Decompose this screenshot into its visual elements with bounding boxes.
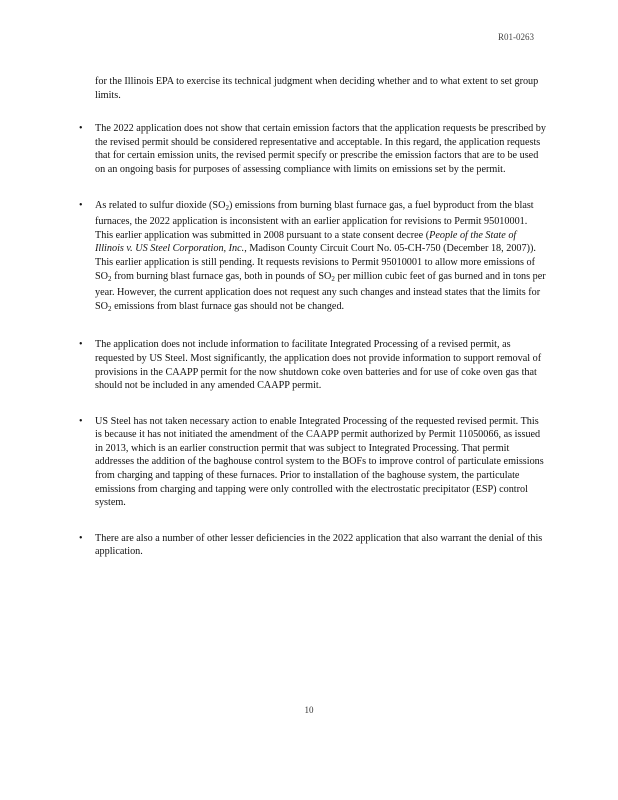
subscript-text: 2	[108, 304, 112, 313]
bullet-marker: •	[79, 532, 83, 544]
bullet-text: per million cubic feet of gas burned and in tons per year. However, the current application does not request any such changes and instead states that the limits for SO	[95, 270, 546, 312]
bullet-item	[77, 338, 547, 392]
bullet-text: ) emissions from burning blast furnace gas, a fuel byproduct from the blast furnaces, the 2022 application is inconsistent with an earlier application for revisions to Permit 95010001. This earlier application was submitted in 2008 pursuant to a state consent decree (	[95, 199, 534, 241]
bullet-item	[77, 199, 547, 317]
document-body	[77, 75, 547, 581]
page-number: 10	[304, 705, 314, 715]
bullet-text: , Madison County Circuit Court No. 05-CH-750 (December 18, 2007)). This earlier application is still pending. It requests revisions to Permit 95010001 to allow more emissions of SO	[95, 243, 536, 282]
bullet-text: As related to sulfur dioxide (SO	[95, 199, 226, 211]
bullet-text: from burning blast furnace gas, both in pounds of SO	[111, 270, 332, 282]
italic-case-citation: People of the State of Illinois v. US Steel Corporation, Inc.	[95, 229, 517, 255]
subscript-text: 2	[331, 274, 335, 283]
bullet-item	[77, 415, 547, 510]
bullet-text: The 2022 application does not show that certain emission factors that the application requests be prescribed by the revised permit should be considered representative and acceptable. In this regard, the application requests that for certain emission units, the revised permit specify or prescribe the emission factors that are to be used on an ongoing basis for purposes of assessing compliance with limits on emissions set by the permit.	[95, 123, 546, 175]
subscript-text: 2	[108, 274, 112, 283]
document-reference-number: R01-0263	[498, 32, 534, 42]
subscript-text: 2	[225, 203, 229, 212]
bullet-item	[77, 532, 547, 559]
bullet-marker: •	[79, 415, 83, 427]
bullet-text: There are also a number of other lesser deficiencies in the 2022 application that also warrant the denial of this application.	[95, 532, 543, 558]
bullet-text: US Steel has not taken necessary action to enable Integrated Processing of the requested revised permit. This is because it has not initiated the amendment of the CAAPP permit authorized by Permit 11050066, as issued in 2013, which is an earlier construction permit that was subject to Integrated Processing. That permit addresses the addition of the baghouse control system to the BOFs to improve control of particulate emissions from charging and tapping of these furnaces. Prior to installation of the baghouse system, the particulate emissions from charging and tapping were only controlled with the electrostatic precipitator (ESP) control system.	[95, 415, 544, 509]
bullet-item	[77, 122, 547, 176]
bullet-marker: •	[79, 339, 83, 351]
bullet-marker: •	[79, 123, 83, 135]
continuation-paragraph: for the Illinois EPA to exercise its technical judgment when deciding whether and to what extent to set group limits.	[95, 76, 539, 101]
bullet-text: The application does not include information to facilitate Integrated Processing of a revised permit, as requested by US Steel. Most significantly, the application does not provide information to support removal of provisions in the CAAPP permit for the now shutdown coke oven batteries and for use of coke oven gas that should not be included in any amended CAAPP permit.	[95, 339, 542, 392]
deficiency-bullet-list	[77, 122, 547, 559]
bullet-text: emissions from blast furnace gas should not be changed.	[111, 300, 345, 312]
bullet-marker: •	[79, 199, 83, 211]
